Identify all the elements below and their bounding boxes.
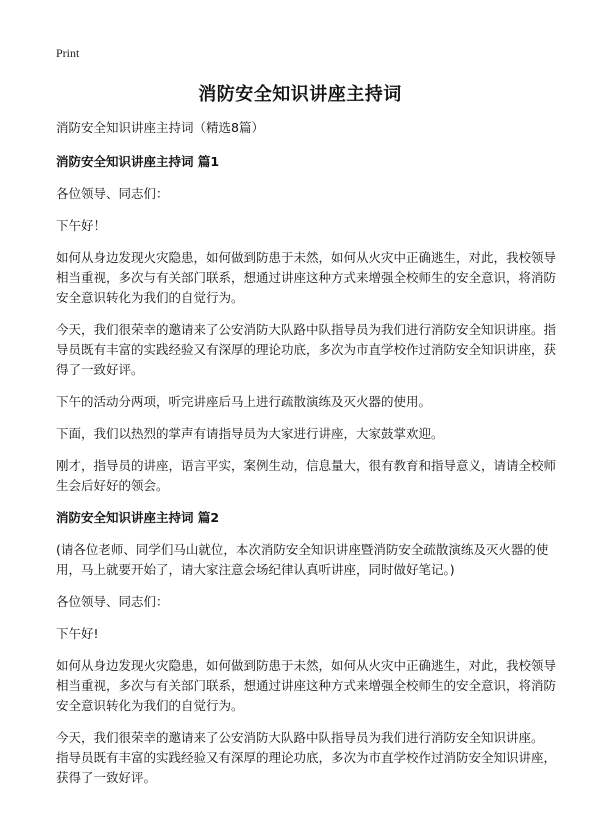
paragraph: 下午的活动分两项，听完讲座后马上进行疏散演练及灭火器的使用。 bbox=[56, 394, 432, 409]
paragraph: 今天，我们很荣幸的邀请来了公安消防大队路中队指导员为我们进行消防安全知识讲座。 指导员既有丰富的实践经验又有深厚的理论功底，多次为市直学校作过消防安全知识讲座，获得了一致好评。 bbox=[56, 730, 557, 785]
paragraph: 如何从身边发现火灾隐患，如何做到防患于未然，如何从火灾中正确逃生，对此，我校领导相当重视，多次与有关部门联系，想通过讲座这种方式来增强全校师生的安全意识，将消防安全意识转化为我们的自觉行为。 bbox=[56, 658, 557, 713]
section-heading-1: 消防安全知识讲座主持词 篇1 bbox=[56, 154, 220, 169]
paragraph: 刚才，指导员的讲座，语言平实，案例生动，信息量大，很有教育和指导意义，请请全校师生会后好好的领会。 bbox=[56, 458, 557, 493]
paragraph: 下面，我们以热烈的掌声有请指导员为大家进行讲座，大家鼓掌欢迎。 bbox=[56, 426, 444, 441]
document-title: 消防安全知识讲座主持词 bbox=[198, 84, 402, 105]
paragraph: (请各位老师、同学们马山就位，本次消防安全知识讲座暨消防安全疏散演练及灭火器的使用，马上就要开始了，请大家注意会场纪律认真听讲座，同时做好笔记。) bbox=[56, 542, 549, 577]
document-body bbox=[56, 118, 556, 800]
print-label: Print bbox=[56, 46, 80, 60]
paragraph: 下午好！ bbox=[56, 218, 107, 233]
section-heading-2: 消防安全知识讲座主持词 篇2 bbox=[56, 510, 220, 525]
document-subtitle: 消防安全知识讲座主持词（精选8篇） bbox=[56, 120, 264, 135]
paragraph: 如何从身边发现火灾隐患，如何做到防患于未然，如何从火灾中正确逃生，对此，我校领导相当重视，多次与有关部门联系，想通过讲座这种方式来增强全校师生的安全意识，将消防安全意识转化为我们的自觉行为。 bbox=[56, 250, 557, 305]
paragraph: 今天，我们很荣幸的邀请来了公安消防大队路中队指导员为我们进行消防安全知识讲座。指导员既有丰富的实践经验又有深厚的理论功底，多次为市直学校作过消防安全知识讲座，获得了一致好评。 bbox=[56, 322, 557, 377]
paragraph: 各位领导、同志们： bbox=[56, 594, 169, 609]
paragraph: 下午好! bbox=[56, 626, 99, 641]
paragraph: 各位领导、同志们： bbox=[56, 186, 169, 201]
